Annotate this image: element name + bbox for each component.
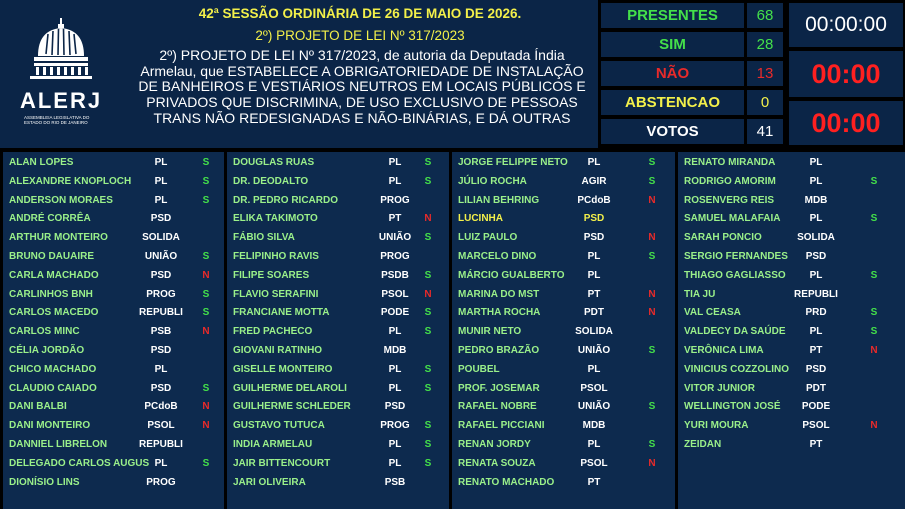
- deputy-vote: S: [424, 439, 432, 450]
- deputy-name: CHICO MACHADO: [9, 363, 97, 375]
- deputy-name: BRUNO DAUAIRE: [9, 251, 94, 262]
- deputy-name: CARLA MACHADO: [9, 269, 99, 281]
- deputy-name: PEDRO BRAZÃO: [458, 345, 540, 356]
- deputy-party: PL: [809, 326, 823, 338]
- deputy-row: [227, 455, 449, 474]
- deputy-row: [3, 286, 224, 305]
- deputy-party: UNIÃO: [577, 401, 611, 413]
- deputy-name: CARLOS MACEDO: [9, 307, 99, 319]
- deputy-name: GISELLE MONTEIRO: [233, 363, 333, 375]
- deputy-row: [452, 417, 675, 436]
- deputy-vote: N: [424, 288, 432, 300]
- deputy-name: JAIR BITTENCOURT: [233, 457, 331, 469]
- deputy-party: PSD: [805, 251, 827, 262]
- deputy-party: PL: [388, 457, 402, 469]
- deputy-row: [452, 248, 675, 267]
- deputy-party: PL: [587, 363, 601, 375]
- deputy-row: [678, 229, 905, 248]
- deputy-name: CÉLIA JORDÃO: [9, 345, 85, 356]
- deputies-column-4: [678, 152, 905, 509]
- deputy-name: ALAN LOPES: [9, 157, 74, 168]
- deputy-party: PSDB: [381, 269, 409, 281]
- deputy-row: [678, 398, 905, 417]
- deputy-name: POUBEL: [458, 363, 500, 375]
- deputy-row: [227, 474, 449, 493]
- deputy-row: [452, 436, 675, 455]
- deputy-row: [3, 248, 224, 267]
- deputy-party: PSOL: [147, 420, 175, 432]
- deputy-row: [227, 380, 449, 399]
- deputy-name: LILIAN BEHRING: [458, 194, 540, 206]
- deputy-party: PT: [809, 345, 823, 356]
- deputy-row: [452, 173, 675, 192]
- deputy-party: PL: [154, 157, 168, 168]
- deputy-party: PL: [587, 269, 601, 281]
- deputy-vote: N: [202, 269, 210, 281]
- deputies-column-1: [3, 152, 224, 509]
- session-header: [122, 0, 598, 148]
- deputy-row: [227, 154, 449, 173]
- alerj-logo: [0, 0, 122, 148]
- deputy-name: TIA JU: [684, 288, 716, 300]
- count-label: ABSTENCAO: [601, 90, 744, 115]
- deputy-name: DR. DEODALTO: [233, 175, 309, 187]
- deputies-column-3: [452, 152, 675, 509]
- deputy-party: PL: [154, 457, 168, 469]
- deputy-name: DELEGADO CARLOS AUGUS: [9, 457, 150, 469]
- deputy-name: JÚLIO ROCHA: [458, 175, 527, 187]
- deputy-row: [678, 248, 905, 267]
- deputy-party: PROG: [380, 251, 410, 262]
- deputy-party: PRD: [805, 307, 827, 319]
- deputy-party: PSD: [150, 382, 172, 394]
- deputy-vote: N: [648, 232, 656, 244]
- deputy-party: PL: [809, 213, 823, 225]
- deputy-vote: S: [202, 175, 210, 187]
- deputy-name: GUILHERME DELAROLI: [233, 382, 347, 394]
- deputy-name: RENATO MIRANDA: [684, 157, 776, 168]
- deputy-name: WELLINGTON JOSÉ: [684, 401, 781, 413]
- deputy-row: [678, 267, 905, 286]
- deputy-row: [452, 154, 675, 173]
- count-label: NÃO: [601, 61, 744, 86]
- deputy-row: [3, 455, 224, 474]
- deputy-vote: S: [202, 307, 210, 319]
- deputy-party: REPUBLI: [139, 307, 183, 319]
- deputy-party: REPUBLI: [139, 439, 183, 450]
- deputy-name: THIAGO GAGLIASSO: [684, 269, 786, 281]
- deputy-party: UNIÃO: [378, 232, 412, 244]
- deputy-party: PSD: [150, 269, 172, 281]
- deputy-row: [452, 267, 675, 286]
- session-title: 42ª SESSÃO ORDINÁRIA DE 26 DE MAIO DE 2026.: [198, 6, 522, 21]
- deputy-name: MUNIR NETO: [458, 326, 522, 338]
- deputies-vote-grid: [0, 152, 905, 509]
- speaker-timer: 00:00: [789, 51, 903, 97]
- deputy-vote: S: [648, 157, 656, 168]
- deputy-party: SOLIDA: [575, 326, 613, 338]
- count-label: PRESENTES: [601, 3, 744, 28]
- deputy-party: PSOL: [381, 288, 409, 300]
- deputy-name: RENAN JORDY: [458, 439, 531, 450]
- deputy-party: PSB: [384, 476, 406, 488]
- deputy-party: SOLIDA: [797, 232, 835, 244]
- deputy-party: UNIÃO: [577, 345, 611, 356]
- deputy-party: PSD: [150, 213, 172, 225]
- count-label: SIM: [601, 32, 744, 57]
- deputy-party: PSOL: [580, 382, 608, 394]
- deputy-name: DANNIEL LIBRELON: [9, 439, 108, 450]
- deputy-name: DOUGLAS RUAS: [233, 157, 315, 168]
- deputy-name: JORGE FELIPPE NETO: [458, 157, 568, 168]
- deputy-name: DANI BALBI: [9, 401, 67, 413]
- deputy-name: CARLOS MINC: [9, 326, 80, 338]
- deputy-vote: S: [648, 439, 656, 450]
- deputy-row: [227, 361, 449, 380]
- deputy-party: MDB: [383, 345, 407, 356]
- deputy-vote: S: [424, 307, 432, 319]
- deputy-party: SOLIDA: [142, 232, 180, 244]
- count-value: 0: [747, 90, 783, 115]
- deputy-name: VALDECY DA SAÚDE: [684, 326, 786, 338]
- deputy-party: PL: [587, 251, 601, 262]
- deputy-vote: S: [202, 382, 210, 394]
- deputy-party: PL: [154, 363, 168, 375]
- deputy-row: [678, 361, 905, 380]
- deputy-row: [227, 267, 449, 286]
- deputies-column-2: [227, 152, 449, 509]
- deputy-party: PSOL: [802, 420, 830, 432]
- deputy-vote: N: [202, 401, 210, 413]
- deputy-row: [3, 380, 224, 399]
- deputy-row: [3, 154, 224, 173]
- deputy-row: [678, 436, 905, 455]
- deputy-row: [227, 210, 449, 229]
- deputy-name: JARI OLIVEIRA: [233, 476, 306, 488]
- deputy-name: RENATO MACHADO: [458, 476, 555, 488]
- count-nao: [601, 61, 783, 86]
- deputy-party: PL: [388, 326, 402, 338]
- deputy-row: [227, 342, 449, 361]
- deputy-name: MARTHA ROCHA: [458, 307, 541, 319]
- deputy-row: [452, 210, 675, 229]
- count-value: 41: [747, 119, 783, 144]
- deputy-name: ANDERSON MORAES: [9, 194, 113, 206]
- deputy-row: [227, 417, 449, 436]
- deputy-party: PSOL: [580, 457, 608, 469]
- deputy-name: VERÔNICA LIMA: [684, 345, 764, 356]
- logo-subtitle: ASSEMBLEIA LEGISLATIVA DO ESTADO DO RIO DE JANEIRO: [24, 115, 90, 125]
- deputy-name: ROSENVERG REIS: [684, 194, 775, 206]
- deputy-row: [678, 210, 905, 229]
- deputy-name: MARCELO DINO: [458, 251, 537, 262]
- deputy-vote: N: [424, 213, 432, 225]
- deputy-name: FLAVIO SERAFINI: [233, 288, 319, 300]
- count-label: VOTOS: [601, 119, 744, 144]
- deputy-vote: N: [202, 420, 210, 432]
- deputy-party: PODE: [801, 401, 831, 413]
- deputy-vote: S: [424, 363, 432, 375]
- deputy-row: [3, 417, 224, 436]
- deputy-name: ELIKA TAKIMOTO: [233, 213, 318, 225]
- deputy-name: DANI MONTEIRO: [9, 420, 91, 432]
- deputy-party: PL: [809, 175, 823, 187]
- deputy-row: [678, 304, 905, 323]
- deputy-row: [452, 323, 675, 342]
- deputy-vote: S: [424, 420, 432, 432]
- deputy-name: CLAUDIO CAIADO: [9, 382, 97, 394]
- count-sim: [601, 32, 783, 57]
- deputy-row: [227, 398, 449, 417]
- deputy-party: PL: [587, 439, 601, 450]
- deputy-row: [3, 436, 224, 455]
- deputy-party: AGIR: [581, 175, 607, 187]
- deputy-vote: S: [870, 175, 878, 187]
- deputy-row: [452, 455, 675, 474]
- deputy-vote: S: [202, 157, 210, 168]
- deputy-row: [3, 210, 224, 229]
- deputy-name: MARINA DO MST: [458, 288, 540, 300]
- deputy-vote: S: [648, 345, 656, 356]
- deputy-vote: N: [648, 307, 656, 319]
- deputy-vote: S: [870, 307, 878, 319]
- deputy-row: [3, 342, 224, 361]
- deputy-party: PSB: [150, 326, 172, 338]
- deputy-row: [452, 304, 675, 323]
- deputy-vote: N: [648, 194, 656, 206]
- deputy-party: PT: [587, 288, 601, 300]
- deputy-row: [678, 192, 905, 211]
- deputy-row: [452, 380, 675, 399]
- deputy-party: PROG: [380, 420, 410, 432]
- deputy-party: PL: [809, 269, 823, 281]
- deputy-name: FÁBIO SILVA: [233, 232, 295, 244]
- deputy-row: [452, 342, 675, 361]
- deputy-name: ANDRÉ CORRÊA: [9, 213, 91, 225]
- deputy-party: PROG: [146, 288, 176, 300]
- deputy-row: [227, 304, 449, 323]
- deputy-vote: S: [648, 175, 656, 187]
- deputy-row: [227, 323, 449, 342]
- deputy-party: PSD: [583, 213, 605, 225]
- deputy-vote: N: [870, 345, 878, 356]
- deputy-party: PSD: [150, 345, 172, 356]
- deputy-row: [3, 304, 224, 323]
- deputy-row: [3, 192, 224, 211]
- deputy-party: PL: [809, 157, 823, 168]
- deputy-party: MDB: [582, 420, 606, 432]
- count-abstencao: [601, 90, 783, 115]
- deputy-vote: S: [424, 457, 432, 469]
- bill-title: 2º) PROJETO DE LEI Nº 317/2023: [255, 28, 465, 43]
- session-timer: 00:00:00: [789, 3, 903, 47]
- deputy-name: VITOR JUNIOR: [684, 382, 755, 394]
- deputy-row: [452, 361, 675, 380]
- deputy-row: [3, 398, 224, 417]
- timers-panel: [786, 0, 905, 148]
- deputy-party: PL: [388, 439, 402, 450]
- deputy-vote: N: [648, 457, 656, 469]
- logo-wordmark: ALERJ: [19, 88, 103, 113]
- deputy-name: FELIPINHO RAVIS: [233, 251, 319, 262]
- deputy-name: GUSTAVO TUTUCA: [233, 420, 325, 432]
- deputy-name: ZEIDAN: [684, 439, 722, 450]
- deputy-row: [678, 417, 905, 436]
- deputy-row: [227, 248, 449, 267]
- deputy-name: DR. PEDRO RICARDO: [233, 194, 339, 206]
- deputy-row: [3, 361, 224, 380]
- deputy-row: [3, 229, 224, 248]
- deputy-name: ARTHUR MONTEIRO: [9, 232, 108, 244]
- deputy-party: PDT: [806, 382, 826, 394]
- deputy-party: PCdoB: [144, 401, 178, 413]
- deputy-party: PL: [154, 194, 168, 206]
- deputy-party: PL: [388, 157, 402, 168]
- count-value: 28: [747, 32, 783, 57]
- vote-counts: [598, 0, 786, 148]
- deputy-party: PT: [388, 213, 402, 225]
- deputy-name: GIOVANI RATINHO: [233, 345, 323, 356]
- deputy-name: CARLINHOS BNH: [9, 288, 93, 300]
- deputy-vote: S: [648, 401, 656, 413]
- deputy-vote: N: [870, 420, 878, 432]
- deputy-party: PSD: [583, 232, 605, 244]
- count-votos: [601, 119, 783, 144]
- deputy-party: PL: [388, 175, 402, 187]
- deputy-name: VINICIUS COZZOLINO: [684, 363, 789, 375]
- deputy-name: PROF. JOSEMAR: [458, 382, 540, 394]
- deputy-vote: S: [202, 288, 210, 300]
- deputy-vote: S: [424, 326, 432, 338]
- deputy-vote: S: [424, 175, 432, 187]
- deputy-party: PODE: [380, 307, 410, 319]
- deputy-party: REPUBLI: [794, 288, 838, 300]
- deputy-party: MDB: [804, 194, 828, 206]
- deputy-row: [678, 323, 905, 342]
- deputy-vote: S: [648, 251, 656, 262]
- deputy-name: MÁRCIO GUALBERTO: [458, 269, 565, 281]
- deputy-party: PT: [587, 476, 601, 488]
- deputy-row: [227, 229, 449, 248]
- deputy-vote: N: [202, 326, 210, 338]
- deputy-name: GUILHERME SCHLEDER: [233, 401, 351, 413]
- deputy-party: PDT: [584, 307, 604, 319]
- deputy-name: YURI MOURA: [684, 420, 749, 432]
- deputy-name: ALEXANDRE KNOPLOCH: [9, 175, 132, 187]
- deputy-party: PCdoB: [577, 194, 611, 206]
- deputy-row: [678, 286, 905, 305]
- deputy-name: RAFAEL PICCIANI: [458, 420, 545, 432]
- deputy-vote: N: [648, 288, 656, 300]
- deputy-party: PL: [388, 382, 402, 394]
- deputy-name: SERGIO FERNANDES: [684, 251, 788, 262]
- deputy-party: UNIÃO: [144, 251, 178, 262]
- deputy-vote: S: [870, 326, 878, 338]
- deputy-name: LUCINHA: [458, 213, 503, 225]
- deputy-row: [452, 398, 675, 417]
- deputy-name: FILIPE SOARES: [233, 269, 310, 281]
- deputy-row: [3, 323, 224, 342]
- deputy-name: RAFAEL NOBRE: [458, 401, 537, 413]
- deputy-party: PL: [388, 363, 402, 375]
- deputy-row: [227, 286, 449, 305]
- deputy-row: [3, 474, 224, 493]
- deputy-party: PL: [154, 175, 168, 187]
- deputy-name: INDIA ARMELAU: [233, 439, 313, 450]
- deputy-row: [227, 173, 449, 192]
- deputy-row: [452, 474, 675, 493]
- deputy-party: PL: [587, 157, 601, 168]
- count-presentes: [601, 3, 783, 28]
- deputy-row: [678, 154, 905, 173]
- deputy-name: LUIZ PAULO: [458, 232, 518, 244]
- count-value: 68: [747, 3, 783, 28]
- vote-timer: 00:00: [789, 101, 903, 145]
- deputy-vote: S: [424, 157, 432, 168]
- deputy-party: PROG: [146, 476, 176, 488]
- deputy-vote: S: [870, 213, 878, 225]
- bill-description: 2º) PROJETO DE LEI Nº 317/2023, de autoria da Deputada Índia Armelau, que ESTABELECE A OBRIGATORIEDADE DE INSTALAÇÃO DE BANHEIROS E VESTIÁRIOS NEUTROS EM LOCAIS PÚBLICOS E PRIVADOS QUE DISCRIMINA, DE USO EXCLUSIVO DE PESSOAS TRANS NÃO REDESIGNADAS E NÃO-BINÁRIAS, E DÁ OUTRAS: [138, 48, 586, 126]
- deputy-vote: S: [202, 457, 210, 469]
- deputy-row: [3, 267, 224, 286]
- deputy-row: [678, 173, 905, 192]
- deputy-vote: S: [202, 251, 210, 262]
- deputy-vote: S: [424, 232, 432, 244]
- deputy-party: PROG: [380, 194, 410, 206]
- deputy-name: SARAH PONCIO: [684, 232, 762, 244]
- deputy-vote: S: [424, 382, 432, 394]
- deputy-name: FRANCIANE MOTTA: [233, 307, 330, 319]
- deputy-name: VAL CEASA: [684, 307, 741, 319]
- deputy-row: [227, 192, 449, 211]
- deputy-name: RENATA SOUZA: [458, 457, 536, 469]
- deputy-party: PSD: [384, 401, 406, 413]
- deputy-party: PSD: [805, 363, 827, 375]
- deputy-party: PT: [809, 439, 823, 450]
- deputy-row: [678, 380, 905, 399]
- deputy-vote: S: [202, 194, 210, 206]
- deputy-row: [678, 342, 905, 361]
- deputy-row: [452, 192, 675, 211]
- deputy-row: [452, 286, 675, 305]
- dome-icon: [0, 0, 122, 90]
- deputy-row: [3, 173, 224, 192]
- count-value: 13: [747, 61, 783, 86]
- deputy-vote: S: [424, 269, 432, 281]
- deputy-row: [452, 229, 675, 248]
- deputy-name: FRED PACHECO: [233, 326, 313, 338]
- deputy-name: DIONÍSIO LINS: [9, 476, 80, 488]
- deputy-vote: S: [870, 269, 878, 281]
- deputy-name: SAMUEL MALAFAIA: [684, 213, 781, 225]
- deputy-name: RODRIGO AMORIM: [684, 175, 776, 187]
- deputy-row: [227, 436, 449, 455]
